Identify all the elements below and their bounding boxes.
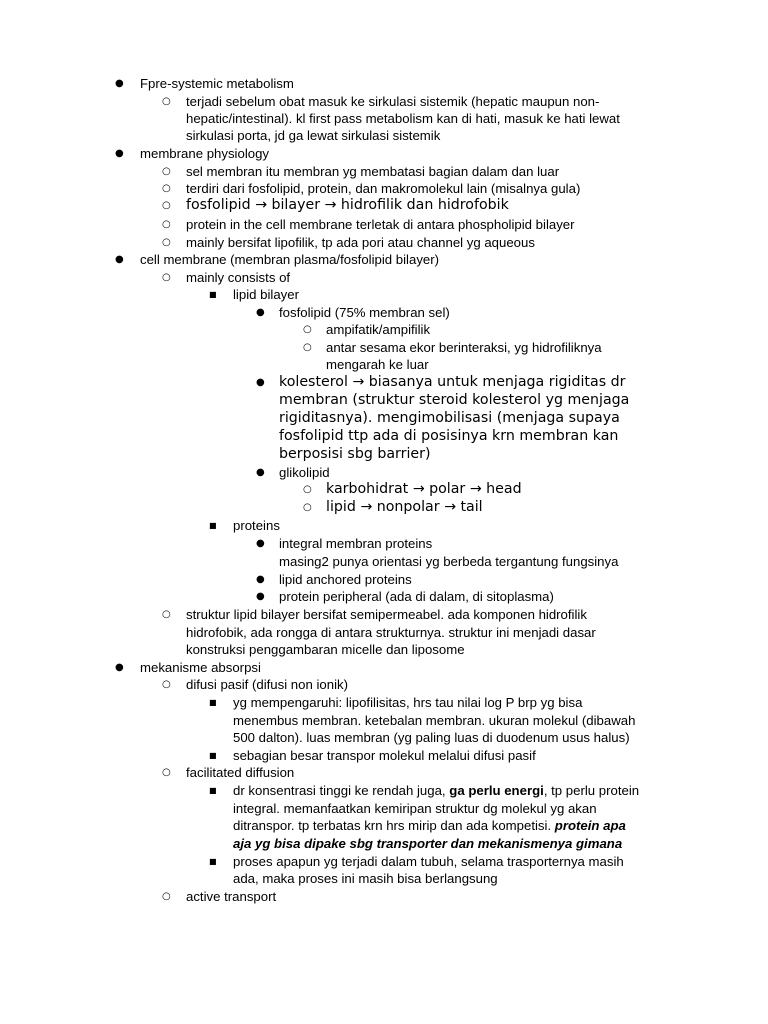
outline-line — [279, 374, 625, 391]
outline-line — [233, 694, 582, 711]
circle-bullet: ○ — [162, 166, 171, 177]
outline-line — [186, 269, 290, 286]
outline-line — [279, 571, 412, 588]
line-text: menembus membran. ketebalan membran. ukuran molekul (dibawah — [233, 713, 636, 728]
disc-bullet: ● — [256, 307, 265, 318]
outline-line — [186, 234, 535, 251]
line-text: fosfolipid (75% membran sel) — [279, 305, 450, 320]
circle-bullet: ○ — [162, 219, 171, 230]
outline-line — [233, 712, 635, 729]
line-text: Fpre-systemic metabolism — [140, 76, 294, 91]
circle-bullet: ○ — [162, 96, 171, 107]
line-text: , tp perlu protein — [543, 783, 640, 798]
line-text: proses apapun yg terjadi dalam tubuh, selama trasporternya masih — [233, 854, 624, 869]
outline-line — [186, 197, 509, 214]
line-text: membrane physiology — [140, 146, 270, 161]
square-bullet: ■ — [209, 290, 217, 299]
outline-line — [279, 392, 629, 409]
line-text: ada, maka proses ini masih bisa berlangsung — [233, 871, 498, 886]
line-text: mekanisme absorpsi — [140, 660, 261, 675]
disc-bullet: ● — [256, 467, 265, 478]
outline-line — [233, 853, 624, 870]
outline-line — [140, 659, 261, 676]
line-text: hepatic/intestinal). kl first pass metabolism kan di hati, masuk ke hati lewat — [186, 111, 620, 126]
outline-line — [140, 75, 294, 92]
outline-line — [326, 339, 602, 356]
outline-line — [186, 888, 276, 905]
outline-line — [186, 127, 440, 144]
line-text: konstruksi penggambaran micelle dan liposome — [186, 642, 465, 657]
outline-line — [233, 747, 536, 764]
line-text: fosfolipid → bilayer → hidrofilik dan hidrofobik — [186, 197, 509, 213]
circle-bullet: ○ — [303, 342, 312, 353]
circle-bullet: ○ — [303, 324, 312, 335]
outline-line — [186, 624, 596, 641]
square-bullet: ■ — [209, 521, 217, 530]
outline-line — [186, 110, 620, 127]
line-text: sel membran itu membran yg membatasi bagian dalam dan luar — [186, 164, 560, 179]
line-text: membran (struktur steroid kolesterol yg menjaga — [279, 392, 630, 408]
disc-bullet: ● — [256, 574, 265, 585]
line-text: integral. memanfaatkan kemiripan struktur dg molekul yg akan — [233, 801, 597, 816]
line-text: lipid bilayer — [233, 287, 299, 302]
emphasis-text: ga perlu energi — [449, 783, 544, 798]
emphasis-text: protein apa — [554, 818, 626, 833]
circle-bullet: ○ — [162, 183, 171, 194]
outline-line — [186, 606, 587, 623]
line-text: yg mempengaruhi: lipofilisitas, hrs tau nilai log P brp yg bisa — [233, 695, 583, 710]
line-text: karbohidrat → polar → head — [326, 481, 522, 497]
circle-bullet: ○ — [162, 200, 171, 211]
line-text: terdiri dari fosfolipid, protein, dan makromolekul lain (misalnya gula) — [186, 181, 581, 196]
disc-bullet: ● — [256, 591, 265, 602]
line-text: hidrofobik, ada rongga di antara strukturnya. struktur ini menjadi dasar — [186, 625, 596, 640]
outline-line — [233, 286, 299, 303]
line-text: lipid anchored proteins — [279, 572, 412, 587]
circle-bullet: ○ — [162, 767, 171, 778]
outline-line — [186, 180, 580, 197]
line-text: cell membrane (membran plasma/fosfolipid bilayer) — [140, 252, 440, 267]
line-text: rigiditasnya). mengimobilisasi (menjaga supaya — [279, 410, 620, 426]
line-text: sebagian besar transpor molekul melalui difusi pasif — [233, 748, 536, 763]
line-text: glikolipid — [279, 465, 330, 480]
disc-bullet: ● — [256, 538, 265, 549]
line-text: antar sesama ekor berinteraksi, yg hidrofiliknya — [326, 340, 602, 355]
disc-bullet: ● — [115, 254, 124, 265]
disc-bullet: ● — [115, 78, 124, 89]
emphasis-text: aja yg bisa dipake sbg transporter dan mekanismenya gimana — [233, 836, 623, 851]
circle-bullet: ○ — [162, 272, 171, 283]
line-text: protein peripheral (ada di dalam, di sitoplasma) — [279, 589, 554, 604]
line-text: 500 dalton). luas membran (yg paling luas di duodenum usus halus) — [233, 730, 630, 745]
line-text: ditranspor. tp terbatas krn hrs mirip dan ada kompetisi. — [233, 818, 555, 833]
outline-line — [186, 641, 465, 658]
circle-bullet: ○ — [162, 609, 171, 620]
line-text: kolesterol → biasanya untuk menjaga rigiditas dr — [279, 374, 626, 390]
circle-bullet: ○ — [162, 237, 171, 248]
outline-line — [186, 216, 575, 233]
outline-line — [233, 517, 280, 534]
outline-line — [326, 499, 483, 516]
outline-line — [279, 464, 330, 481]
outline-line — [186, 676, 348, 693]
outline-line — [233, 800, 597, 817]
line-text: dr konsentrasi tinggi ke rendah juga, — [233, 783, 450, 798]
line-text: sirkulasi porta, jd ga lewat sirkulasi sistemik — [186, 128, 441, 143]
square-bullet: ■ — [209, 751, 217, 760]
outline-line — [233, 817, 626, 834]
square-bullet: ■ — [209, 786, 217, 795]
line-text: integral membran proteins — [279, 536, 433, 551]
circle-bullet: ○ — [162, 891, 171, 902]
outline-line — [233, 729, 630, 746]
outline-line — [326, 321, 430, 338]
outline-line — [279, 535, 432, 552]
line-text: ampifatik/ampifilik — [326, 322, 431, 337]
circle-bullet: ○ — [162, 679, 171, 690]
outline-line — [140, 145, 269, 162]
line-text: terjadi sebelum obat masuk ke sirkulasi sistemik (hepatic maupun non- — [186, 94, 600, 109]
line-text: mengarah ke luar — [326, 357, 429, 372]
circle-bullet: ○ — [303, 484, 312, 495]
line-text: lipid → nonpolar → tail — [326, 499, 483, 515]
disc-bullet: ● — [256, 377, 265, 388]
outline-line — [279, 446, 431, 463]
outline-line — [326, 356, 429, 373]
line-text: active transport — [186, 889, 277, 904]
outline-line — [186, 764, 294, 781]
outline-line — [186, 93, 599, 110]
disc-bullet: ● — [115, 662, 124, 673]
line-text: fosfolipid ttp ada di posisinya krn membran kan — [279, 428, 619, 444]
line-text: berposisi sbg barrier) — [279, 446, 431, 462]
outline-line — [186, 163, 559, 180]
outline-line — [279, 428, 618, 445]
outline-line — [279, 588, 554, 605]
outline-line — [279, 410, 620, 427]
outline-line — [233, 782, 639, 799]
line-text: struktur lipid bilayer bersifat semipermeabel. ada komponen hidrofilik — [186, 607, 587, 622]
line-text: mainly consists of — [186, 270, 291, 285]
square-bullet: ■ — [209, 698, 217, 707]
line-text: proteins — [233, 518, 280, 533]
line-text: mainly bersifat lipofilik, tp ada pori atau channel yg aqueous — [186, 235, 535, 250]
line-text: protein in the cell membrane terletak di antara phospholipid bilayer — [186, 217, 575, 232]
outline-line — [140, 251, 439, 268]
circle-bullet: ○ — [303, 502, 312, 513]
line-text: difusi pasif (difusi non ionik) — [186, 677, 348, 692]
outline-line — [233, 835, 622, 852]
line-text: masing2 punya orientasi yg berbeda tergantung fungsinya — [279, 554, 619, 569]
outline-line — [279, 304, 450, 321]
outline-line — [279, 553, 618, 570]
outline-line — [233, 870, 498, 887]
square-bullet: ■ — [209, 857, 217, 866]
line-text: facilitated diffusion — [186, 765, 295, 780]
disc-bullet: ● — [115, 148, 124, 159]
outline-line — [326, 481, 522, 498]
